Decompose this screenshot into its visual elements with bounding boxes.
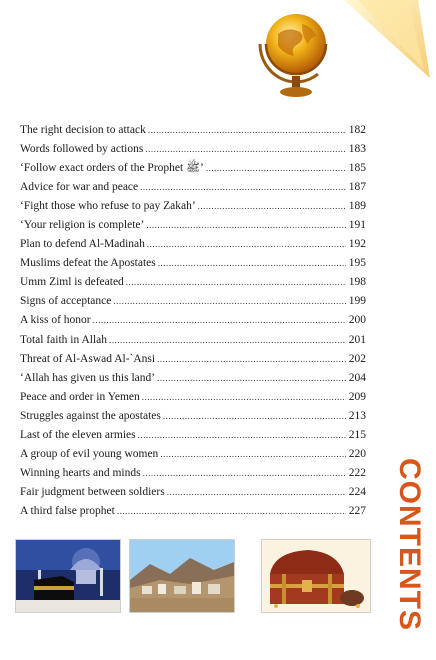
toc-entry-title: The right decision to attack <box>20 124 146 136</box>
toc-entry-title: A third false prophet <box>20 504 115 517</box>
toc-entry <box>20 331 366 350</box>
dot-leader <box>145 140 346 159</box>
toc-entry-title: Umm Ziml is defeated <box>20 276 124 289</box>
toc-entry-title: A kiss of honor <box>20 314 91 327</box>
table-of-contents <box>20 121 366 521</box>
toc-entry <box>20 292 366 311</box>
dot-leader <box>163 407 346 426</box>
toc-entry-page: 200 <box>348 314 366 327</box>
dot-leader <box>142 388 346 407</box>
toc-entry-page: 209 <box>348 390 366 403</box>
toc-entry <box>20 483 366 502</box>
toc-entry <box>20 502 366 521</box>
dot-leader <box>109 331 346 350</box>
toc-entry-page: 220 <box>348 447 366 460</box>
toc-entry <box>20 254 366 273</box>
toc-entry-title: ‘Your religion is complete’ <box>20 219 145 232</box>
toc-entry-page: 195 <box>348 257 366 270</box>
dot-leader <box>147 235 346 254</box>
toc-entry-page: 183 <box>348 143 366 156</box>
dot-leader <box>113 292 346 311</box>
toc-entry-title: Winning hearts and minds <box>20 466 141 479</box>
toc-entry-page: 215 <box>348 428 366 441</box>
toc-entry-page: 182 <box>348 124 366 136</box>
dot-leader <box>160 445 346 464</box>
toc-entry <box>20 197 366 216</box>
toc-entry-title: Last of the eleven armies <box>20 428 136 441</box>
toc-entry <box>20 464 366 483</box>
toc-entry-page: 187 <box>348 181 366 194</box>
toc-entry <box>20 140 366 159</box>
treasure-chest-photo <box>262 540 370 612</box>
toc-entry-page: 204 <box>348 371 366 384</box>
toc-entry-title: Muslims defeat the Apostates <box>20 257 156 270</box>
toc-entry-title: Advice for war and peace <box>20 181 139 194</box>
toc-entry-title: A group of evil young women <box>20 447 159 460</box>
dot-leader <box>117 502 346 521</box>
dot-leader <box>140 178 346 197</box>
contents-heading: CONTENTS <box>393 458 426 631</box>
toc-entry <box>20 121 366 140</box>
toc-entry-title: ‘Allah has given us this land’ <box>20 371 156 384</box>
toc-entry <box>20 273 366 292</box>
toc-entry-title: ‘Fight those who refuse to pay Zakah’ <box>20 200 196 213</box>
toc-entry-title: Signs of acceptance <box>20 295 112 308</box>
dot-leader <box>157 350 346 369</box>
toc-entry <box>20 178 366 197</box>
toc-entry <box>20 235 366 254</box>
toc-entry-title: Words followed by actions <box>20 143 144 156</box>
toc-entry <box>20 216 366 235</box>
toc-entry <box>20 311 366 330</box>
toc-entry <box>20 426 366 445</box>
toc-entry-page: 201 <box>348 333 366 346</box>
toc-entry-page: 198 <box>348 276 366 289</box>
dot-leader <box>143 464 346 483</box>
toc-entry <box>20 159 366 178</box>
toc-entry-title: Struggles against the apostates <box>20 409 161 422</box>
dot-leader <box>167 483 346 502</box>
toc-entry-page: 222 <box>348 466 366 479</box>
dot-leader <box>93 311 346 330</box>
toc-entry <box>20 350 366 369</box>
toc-entry-page: 185 <box>348 162 366 175</box>
toc-entry <box>20 369 366 388</box>
toc-entry <box>20 445 366 464</box>
toc-entry-title: Threat of Al-Aswad Al-`Ansi <box>20 352 156 365</box>
dot-leader <box>158 254 346 273</box>
toc-entry-title: Total faith in Allah <box>20 333 108 346</box>
toc-entry-page: 191 <box>348 219 366 232</box>
globe-icon <box>258 0 436 108</box>
toc-entry-title: Fair judgment between soldiers <box>20 485 165 498</box>
dot-leader <box>157 369 346 388</box>
toc-entry-title: Peace and order in Yemen <box>20 390 140 403</box>
toc-entry-page: 202 <box>348 352 366 365</box>
dot-leader <box>138 426 346 445</box>
toc-entry-page: 192 <box>348 238 366 251</box>
toc-entry-page: 199 <box>348 295 366 308</box>
dot-leader <box>206 159 346 178</box>
toc-entry-page: 224 <box>348 485 366 498</box>
toc-entry-title: Plan to defend Al-Madinah <box>20 238 145 251</box>
village-photo <box>130 540 234 612</box>
toc-entry <box>20 388 366 407</box>
dot-leader <box>126 273 346 292</box>
globe-illustration <box>258 0 436 108</box>
toc-entry-page: 227 <box>348 504 366 517</box>
dot-leader <box>148 121 346 140</box>
toc-entry-title: ‘Follow exact orders of the Prophet ﷺ’ <box>20 162 204 175</box>
dot-leader <box>198 197 346 216</box>
toc-entry-page: 213 <box>348 409 366 422</box>
toc-entry-page: 189 <box>348 200 366 213</box>
dot-leader <box>146 216 346 235</box>
kaaba-photo <box>16 540 120 612</box>
toc-entry <box>20 407 366 426</box>
